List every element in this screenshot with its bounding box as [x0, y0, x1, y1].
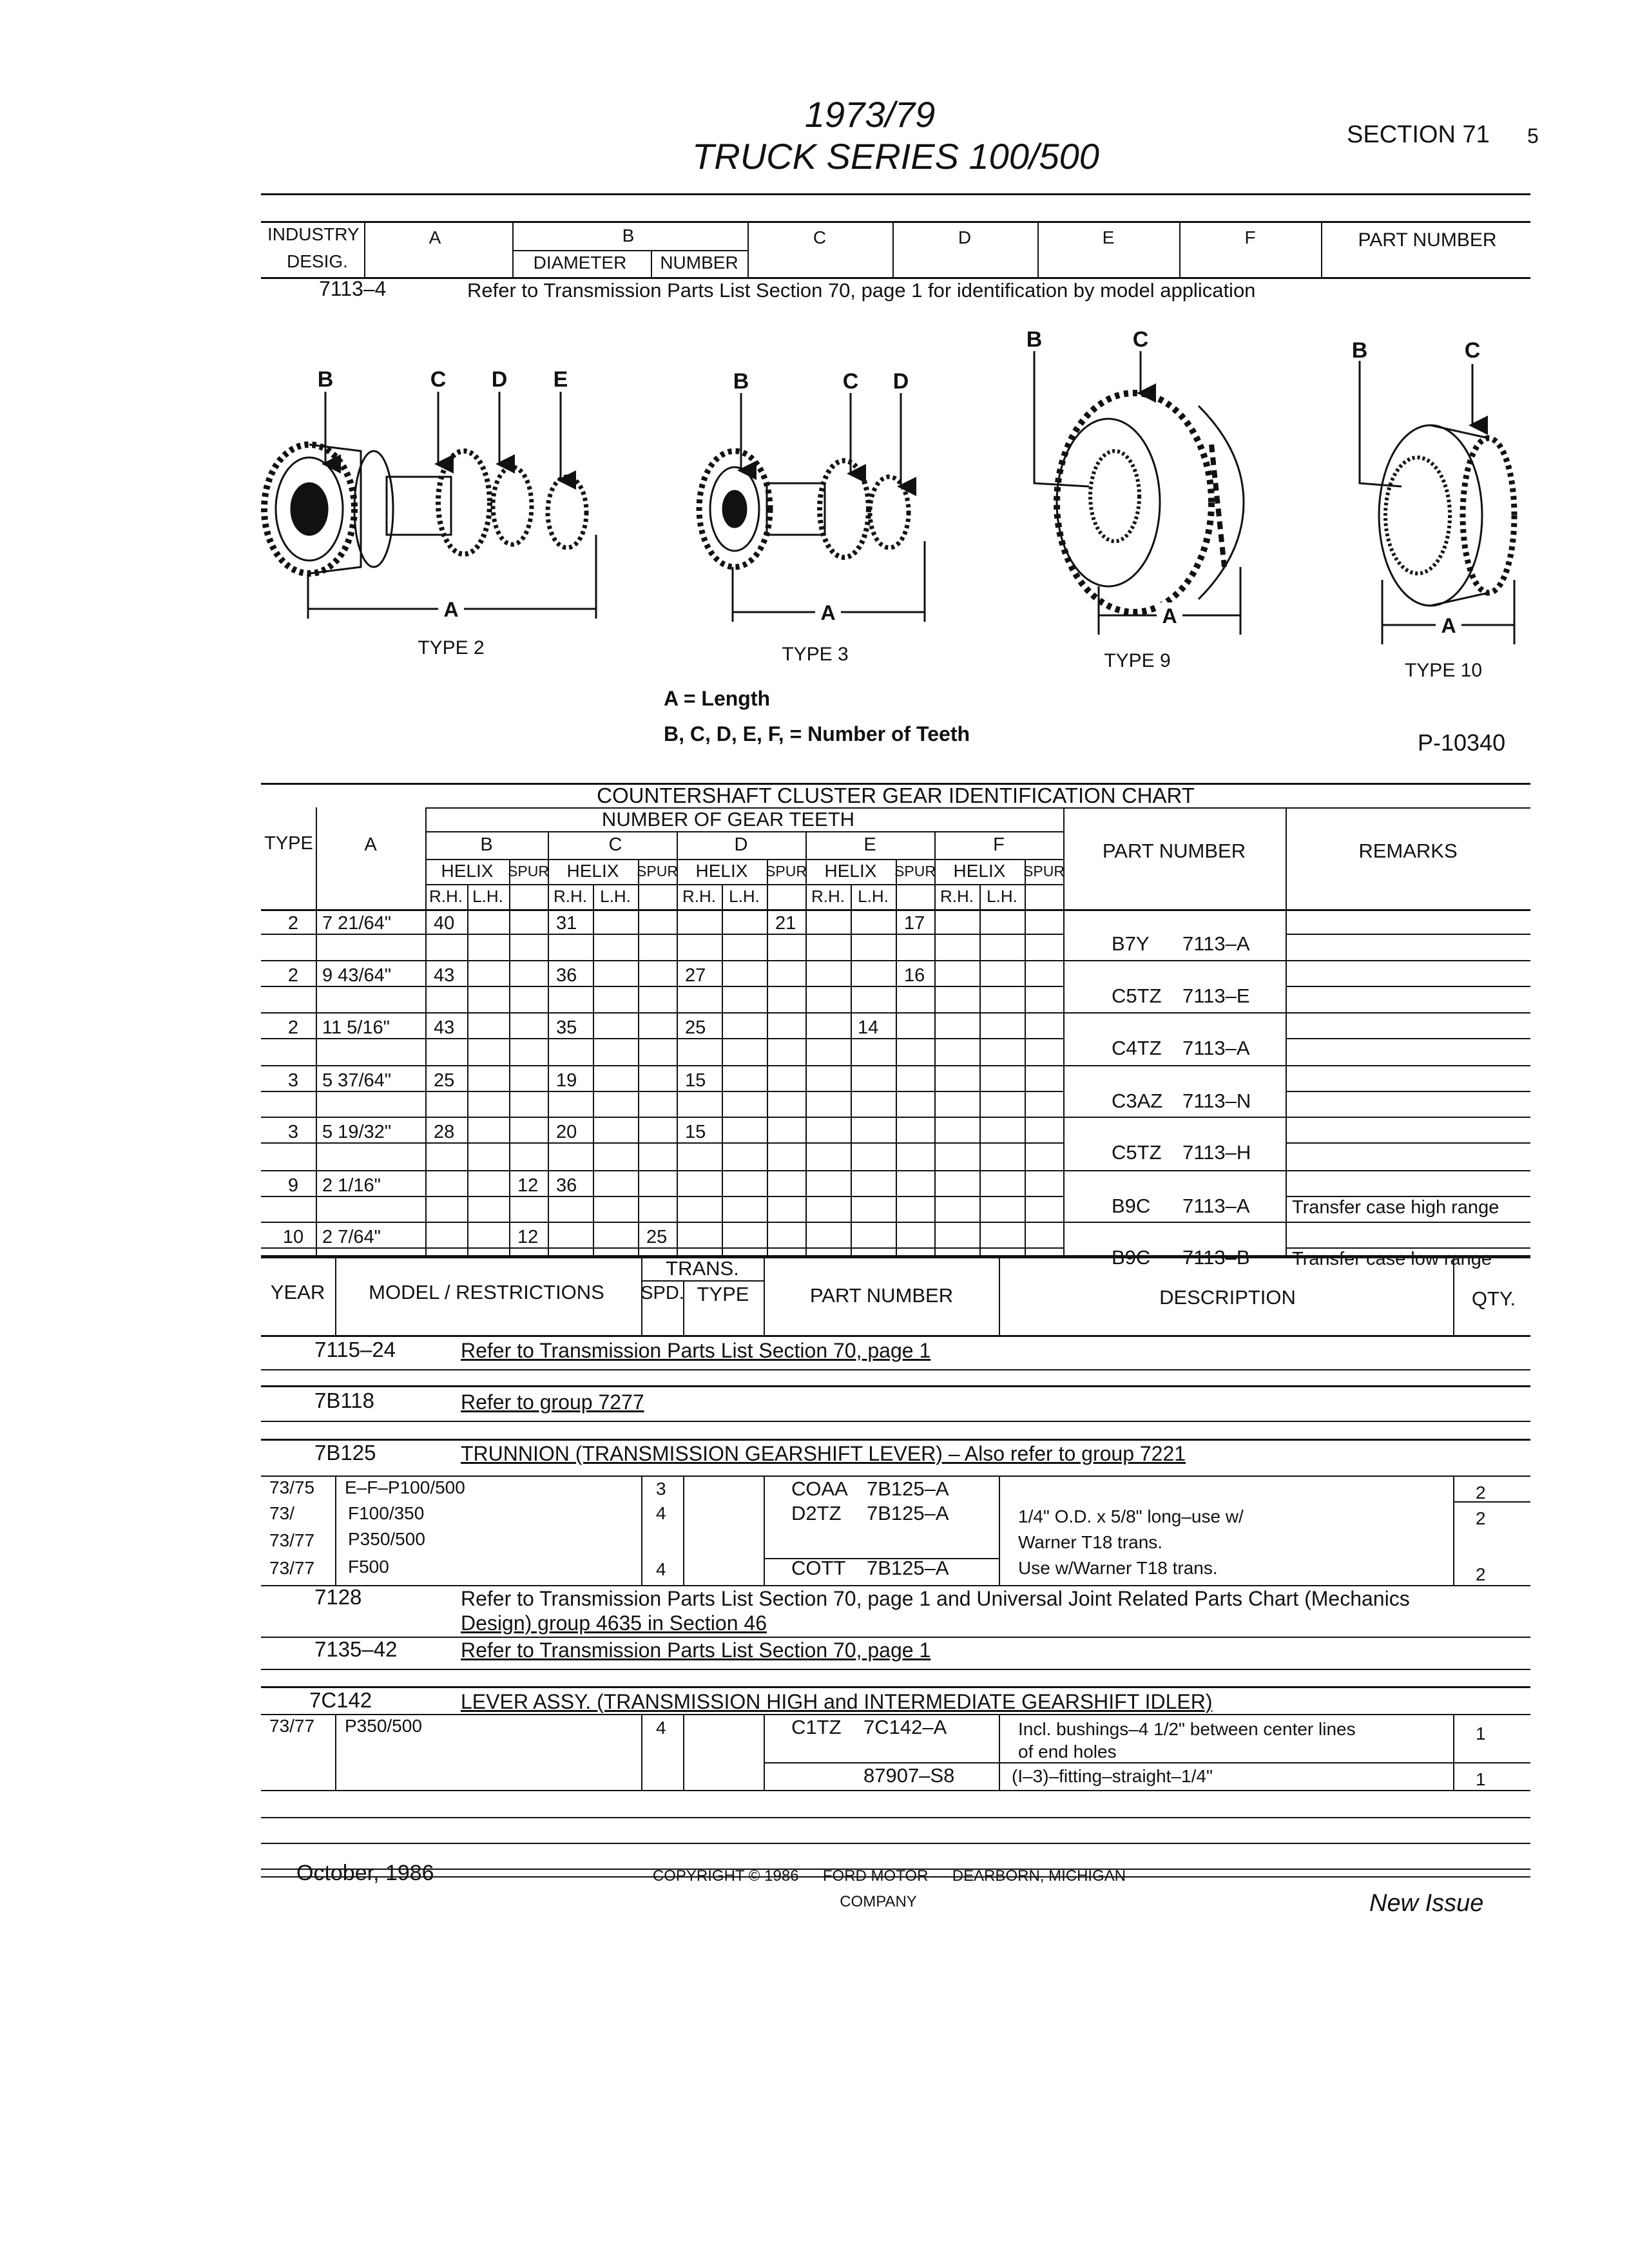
row-teeth-value: 35	[556, 1017, 577, 1038]
row-teeth-value: 15	[685, 1070, 706, 1091]
col-qty: QTY.	[1471, 1287, 1516, 1310]
type3-dim-a: A	[820, 601, 836, 624]
footer-date: October, 1986	[296, 1861, 434, 1885]
g7c142-r1-year: 73/77	[269, 1716, 315, 1736]
col-spd: SPD.	[641, 1283, 684, 1303]
g7b125-r2-desc-2: Warner T18 trans.	[1018, 1532, 1163, 1552]
lh-e: L.H.	[858, 887, 889, 906]
g7b125-r4-base: 7B125–A	[867, 1557, 949, 1579]
group-7b118-number: 7B118	[314, 1389, 374, 1412]
row-type: 3	[287, 1070, 299, 1091]
figure-id: P-10340	[1418, 729, 1506, 756]
group-7c142-number: 7C142	[309, 1688, 372, 1712]
g7b125-r4-spd: 4	[656, 1559, 666, 1579]
row-part-prefix: C4TZ	[1112, 1037, 1162, 1059]
g7b125-r1-spd: 3	[656, 1479, 666, 1499]
group-c: C	[608, 834, 622, 855]
g7c142-r1-spd: 4	[656, 1718, 666, 1738]
col-b-diameter: DIAMETER	[533, 253, 627, 273]
group-7b125-number: 7B125	[314, 1441, 376, 1465]
row-teeth-value: 21	[775, 913, 796, 934]
g7b125-r3-year: 73/77	[269, 1530, 315, 1550]
type3-label-b: B	[733, 369, 749, 394]
g7b125-r4-model: F500	[348, 1557, 389, 1577]
row-part-prefix: B9C	[1112, 1246, 1151, 1269]
g7c142-r1-desc-1: Incl. bushings–4 1/2" between center lines	[1018, 1719, 1356, 1739]
row-part-base: 7113–N	[1182, 1090, 1251, 1112]
row-length: 2 1/16"	[322, 1175, 381, 1196]
type9-gear-drawing	[1057, 393, 1244, 612]
type2-label-e: E	[553, 367, 568, 392]
row-length: 9 43/64"	[322, 965, 392, 986]
g7b125-r2-year: 73/	[269, 1503, 294, 1523]
row-teeth-value: 27	[685, 965, 706, 986]
col-industry-desig-2: DESIG.	[287, 251, 348, 271]
type2-gear-drawing	[264, 445, 586, 573]
row-teeth-value: 43	[434, 965, 455, 986]
row-part-base: 7113–A	[1182, 1195, 1250, 1217]
footer-issue: New Issue	[1369, 1890, 1484, 1917]
group-7115-number: 7115–24	[314, 1338, 396, 1361]
type10-dim-a: A	[1441, 614, 1456, 637]
row-remarks: Transfer case low range	[1292, 1249, 1492, 1269]
g7b125-r1-qty: 2	[1476, 1483, 1486, 1503]
lh-c: L.H.	[600, 887, 631, 906]
row-teeth-value: 25	[646, 1227, 668, 1247]
row-teeth-value: 16	[904, 965, 925, 986]
footer-copyright-2: COMPANY	[840, 1893, 917, 1910]
row-teeth-value: 25	[685, 1017, 706, 1038]
row-teeth-value: 12	[517, 1175, 539, 1196]
group-7135-text: Refer to Transmission Parts List Section 70, page 1	[461, 1639, 931, 1662]
g7c142-r2-desc: (I–3)–fitting–straight–1/4"	[1012, 1766, 1213, 1786]
footer-copyright-1: COPYRIGHT © 1986 — FORD MOTOR — DEARBORN, MICHIGAN	[652, 1867, 1126, 1885]
row-type: 2	[287, 1017, 299, 1038]
row-teeth-value: 20	[556, 1122, 577, 1142]
lh-b: L.H.	[472, 887, 503, 906]
group-7128-number: 7128	[314, 1585, 362, 1609]
rh-d: R.H.	[682, 887, 716, 906]
col-e: E	[1102, 227, 1115, 247]
group-7b125-text: TRUNNION (TRANSMISSION GEARSHIFT LEVER) – Also refer to group 7221	[461, 1442, 1186, 1465]
row-length: 11 5/16"	[322, 1017, 390, 1038]
row-teeth-value: 14	[858, 1017, 879, 1038]
g7b125-r2-spd: 4	[656, 1503, 666, 1523]
spur-f: SPUR	[1023, 863, 1065, 879]
type2-label-d: D	[491, 367, 508, 392]
row-part-prefix: B7Y	[1112, 932, 1150, 955]
row-teeth-value: 43	[434, 1017, 455, 1038]
row-length: 5 37/64"	[322, 1070, 392, 1091]
type10-label-b: B	[1351, 338, 1368, 363]
row-teeth-value: 31	[556, 913, 577, 934]
type10-caption: TYPE 10	[1404, 660, 1483, 681]
type9-dim-a: A	[1162, 604, 1177, 628]
row-part-base: 7113–B	[1182, 1246, 1250, 1269]
type9-label-c: C	[1132, 327, 1149, 352]
legend-length: A = Length	[664, 687, 771, 710]
group-b: B	[480, 834, 493, 855]
col-description: DESCRIPTION	[1159, 1286, 1296, 1309]
helix-c: HELIX	[566, 861, 619, 881]
spur-b: SPUR	[508, 863, 549, 879]
row-part-base: 7113–A	[1182, 1037, 1250, 1059]
row-type: 2	[287, 913, 299, 934]
section-label: SECTION 71	[1347, 121, 1490, 148]
col-year: YEAR	[270, 1281, 325, 1303]
rh-b: R.H.	[429, 887, 463, 906]
type10-gear-drawing	[1379, 425, 1514, 606]
helix-f: HELIX	[953, 861, 1006, 881]
col-industry-desig-1: INDUSTRY	[267, 224, 360, 244]
industry-row-text: Refer to Transmission Parts List Section 70, page 1 for identification by model application	[467, 279, 1256, 302]
col-part-number: PART NUMBER	[809, 1284, 954, 1307]
row-teeth-value: 19	[556, 1070, 577, 1091]
col-c: C	[813, 227, 827, 247]
group-7115-text: Refer to Transmission Parts List Section 70, page 1	[461, 1339, 931, 1362]
row-part-base: 7113–A	[1182, 932, 1250, 955]
g7b125-r2-desc-1: 1/4" O.D. x 5/8" long–use w/	[1018, 1506, 1244, 1526]
g7b125-r1-prefix: COAA	[791, 1477, 848, 1500]
group-d: D	[734, 834, 748, 855]
industry-row-desig: 7113–4	[319, 277, 387, 300]
helix-b: HELIX	[441, 861, 494, 881]
type2-caption: TYPE 2	[418, 637, 485, 658]
row-length: 5 19/32"	[322, 1122, 392, 1142]
rh-c: R.H.	[554, 887, 587, 906]
type10-label-c: C	[1464, 338, 1481, 363]
col-a: A	[429, 227, 441, 247]
helix-d: HELIX	[695, 861, 748, 881]
group-f: F	[993, 834, 1005, 855]
type3-label-d: D	[892, 369, 909, 394]
lh-d: L.H.	[729, 887, 760, 906]
row-type: 9	[287, 1175, 299, 1196]
group-e: E	[863, 834, 876, 855]
g7c142-r2-qty: 1	[1476, 1769, 1486, 1789]
g7b125-r2-prefix: D2TZ	[791, 1502, 842, 1524]
row-part-base: 7113–H	[1182, 1141, 1251, 1164]
gear-illustration	[0, 0, 1629, 773]
chart-subtitle: NUMBER OF GEAR TEETH	[601, 808, 855, 831]
col-length-a: A	[364, 834, 377, 855]
row-teeth-value: 36	[556, 965, 577, 986]
page-years: 1973/79	[804, 94, 936, 135]
col-part-number: PART NUMBER	[1102, 840, 1246, 862]
g7b125-r2-qty: 2	[1476, 1508, 1486, 1528]
row-part-prefix: C5TZ	[1112, 1141, 1162, 1164]
g7c142-r1-model: P350/500	[345, 1716, 422, 1736]
g7c142-r2-part: 87907–S8	[863, 1764, 955, 1787]
group-7b118-text: Refer to group 7277	[461, 1390, 644, 1414]
row-teeth-value: 36	[556, 1175, 577, 1196]
g7b125-r4-prefix: COTT	[791, 1557, 846, 1579]
lh-f: L.H.	[987, 887, 1017, 906]
page-series: TRUCK SERIES 100/500	[692, 136, 1099, 177]
type2-label-b: B	[317, 367, 334, 392]
g7b125-r2-model: F100/350	[348, 1503, 425, 1523]
row-teeth-value: 17	[904, 913, 925, 934]
g7b125-r1-model: E–F–P100/500	[345, 1477, 465, 1497]
group-7128-text-1: Refer to Transmission Parts List Section 70, page 1 and Universal Joint Related Parts Chart (Mechanics	[461, 1587, 1410, 1610]
row-part-prefix: C5TZ	[1112, 985, 1162, 1007]
row-part-base: 7113–E	[1182, 985, 1250, 1007]
row-length: 2 7/64"	[322, 1227, 381, 1247]
type9-label-b: B	[1026, 327, 1043, 352]
row-teeth-value: 15	[685, 1122, 706, 1142]
row-teeth-value: 28	[434, 1122, 455, 1142]
col-b: B	[622, 226, 635, 245]
page-number: 5	[1527, 124, 1539, 148]
type9-caption: TYPE 9	[1104, 650, 1171, 671]
rh-f: R.H.	[940, 887, 974, 906]
group-7c142-text: LEVER ASSY. (TRANSMISSION HIGH and INTERMEDIATE GEARSHIFT IDLER)	[461, 1690, 1213, 1713]
col-type: TYPE	[264, 833, 313, 854]
g7b125-r1-base: 7B125–A	[867, 1477, 949, 1500]
g7b125-r1-year: 73/75	[269, 1477, 315, 1497]
row-part-prefix: C3AZ	[1112, 1090, 1163, 1112]
type3-caption: TYPE 3	[782, 644, 849, 665]
col-d: D	[958, 227, 972, 247]
spur-c: SPUR	[637, 863, 678, 879]
row-length: 7 21/64"	[322, 913, 392, 934]
g7c142-r1-qty: 1	[1476, 1724, 1486, 1744]
type2-label-c: C	[430, 367, 447, 392]
row-type: 2	[287, 965, 299, 986]
row-teeth-value: 12	[517, 1227, 539, 1247]
group-7135-number: 7135–42	[314, 1637, 398, 1661]
helix-e: HELIX	[824, 861, 877, 881]
col-part-number: PART NUMBER	[1358, 229, 1497, 251]
row-teeth-value: 40	[434, 913, 455, 934]
col-f: F	[1244, 227, 1256, 247]
row-part-prefix: B9C	[1112, 1195, 1151, 1217]
g7c142-r1-base: 7C142–A	[863, 1716, 947, 1738]
row-type: 3	[287, 1122, 299, 1142]
type2-dim-a: A	[443, 598, 459, 621]
g7b125-r2-base: 7B125–A	[867, 1502, 949, 1524]
type3-label-c: C	[842, 369, 859, 394]
g7c142-r1-prefix: C1TZ	[791, 1716, 842, 1738]
g7c142-r1-desc-2: of end holes	[1018, 1742, 1117, 1762]
row-remarks: Transfer case high range	[1292, 1197, 1499, 1218]
type3-gear-drawing	[699, 451, 909, 567]
g7b125-r4-qty: 2	[1476, 1564, 1486, 1584]
g7b125-r3-model: P350/500	[348, 1529, 425, 1549]
g7b125-r4-year: 73/77	[269, 1558, 315, 1578]
col-type: TYPE	[697, 1283, 749, 1305]
group-7128-text-2: Design) group 4635 in Section 46	[461, 1611, 767, 1635]
spur-e: SPUR	[894, 863, 936, 879]
chart-title: COUNTERSHAFT CLUSTER GEAR IDENTIFICATION CHART	[597, 783, 1195, 807]
col-b-number: NUMBER	[660, 253, 738, 273]
row-teeth-value: 25	[434, 1070, 455, 1091]
rh-e: R.H.	[811, 887, 845, 906]
row-type: 10	[282, 1227, 304, 1247]
col-trans: TRANS.	[666, 1257, 739, 1280]
col-model: MODEL / RESTRICTIONS	[369, 1281, 604, 1303]
col-remarks: REMARKS	[1358, 840, 1458, 862]
spur-d: SPUR	[766, 863, 807, 879]
legend-teeth: B, C, D, E, F, = Number of Teeth	[664, 722, 970, 745]
g7b125-r4-desc: Use w/Warner T18 trans.	[1018, 1558, 1218, 1578]
